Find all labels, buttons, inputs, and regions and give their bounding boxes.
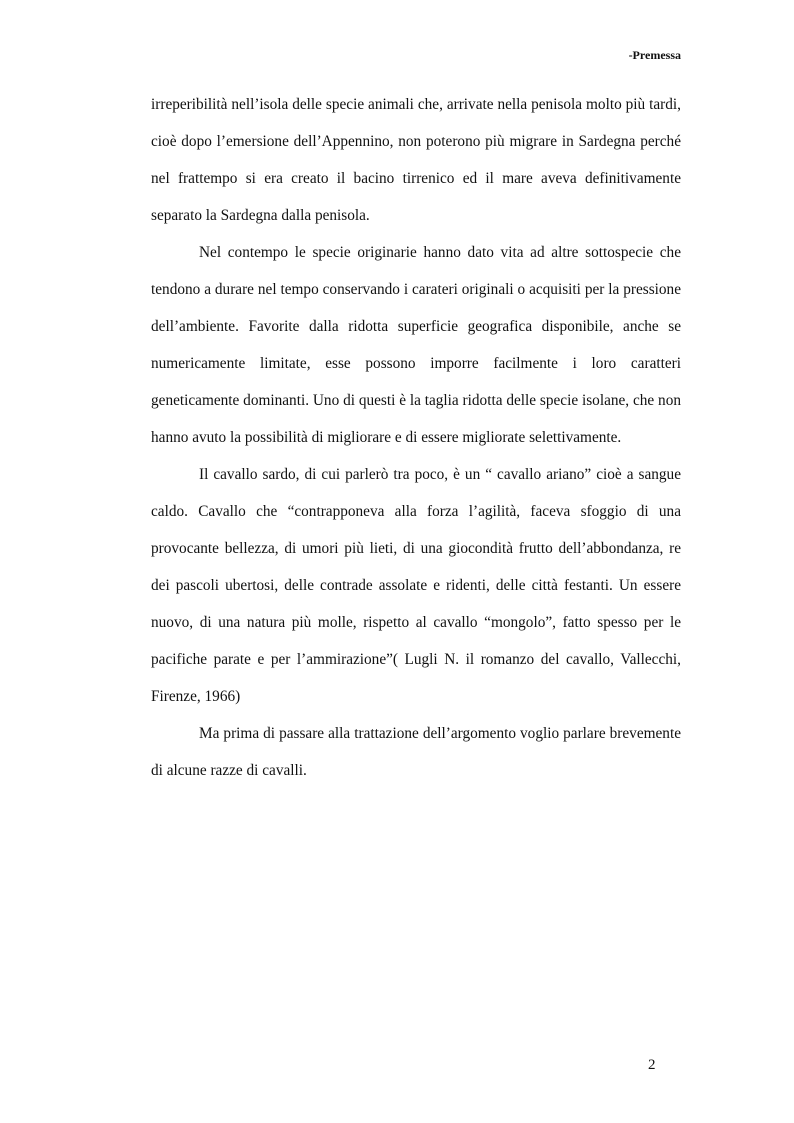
paragraph-4: Ma prima di passare alla trattazione dell’argomento voglio parlare brevemente di alcune razze di cavalli. <box>151 725 681 779</box>
body-text <box>151 86 681 789</box>
page-number: 2 <box>648 1057 656 1073</box>
running-header: -Premessa <box>628 48 681 62</box>
paragraph-1: irreperibilità nell’isola delle specie animali che, arrivate nella penisola molto più tardi, cioè dopo l’emersione dell’Appennino, non poterono più migrare in Sardegna perché nel frattempo si era creato il bacino tirrenico ed il mare aveva definitivamente separato la Sardegna dalla penisola. <box>151 96 681 224</box>
paragraph-2: Nel contempo le specie originarie hanno dato vita ad altre sottospecie che tendono a durare nel tempo conservando i carateri originali o acquisiti per la pressione dell’ambiente. Favorite dalla ridotta superficie geografica disponibile, anche se numericamente limitate, esse possono imporre facilmente i loro caratteri geneticamente dominanti. Uno di questi è la taglia ridotta delle specie isolane, che non hanno avuto la possibilità di migliorare e di essere migliorate selettivamente. <box>151 244 681 446</box>
paragraph-3: Il cavallo sardo, di cui parlerò tra poco, è un “ cavallo ariano” cioè a sangue caldo. Cavallo che “contrapponeva alla forza l’agilità, faceva sfoggio di una provocante bellezza, di umori più lieti, di una giocondità frutto dell’abbondanza, re dei pascoli ubertosi, delle contrade assolate e ridenti, delle città festanti. Un essere nuovo, di una natura più molle, rispetto al cavallo “mongolo”, fatto spesso per le pacifiche parate e per l’ammirazione”( Lugli N. il romanzo del cavallo, Vallecchi, Firenze, 1966) <box>151 466 681 705</box>
